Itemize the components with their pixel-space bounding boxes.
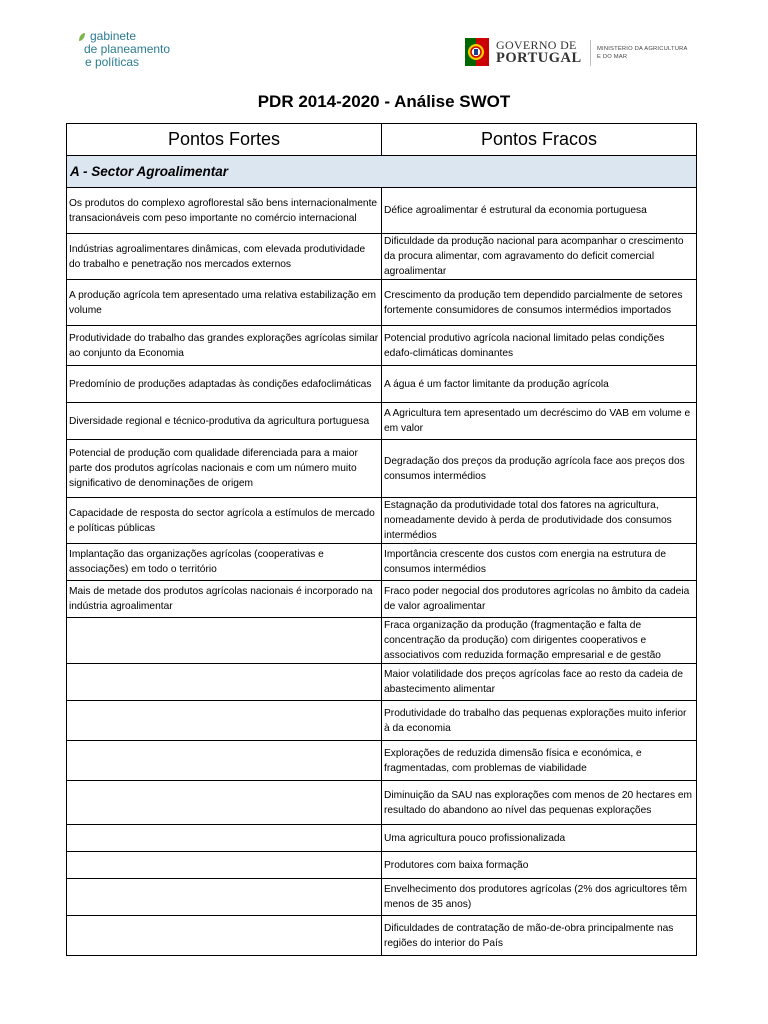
gpp-logo-line3: e políticas — [85, 55, 140, 69]
table-row — [67, 664, 697, 701]
weakness-cell: Dificuldades de contratação de mão-de-obra principalmente nas regiões do interior do País — [382, 916, 697, 956]
section-row — [67, 156, 697, 188]
table-row — [67, 852, 697, 879]
table-row — [67, 544, 697, 581]
weakness-cell: A Agricultura tem apresentado um decréscimo do VAB em volume e em valor — [382, 403, 697, 440]
gpp-logo-line2: de planeamento — [84, 42, 171, 56]
table-row — [67, 326, 697, 366]
strength-cell: Predomínio de produções adaptadas às condições edafoclimáticas — [67, 366, 382, 403]
weakness-cell: Estagnação da produtividade total dos fatores na agricultura, nomeadamente devido à perda de produtividade dos consumos intermédios — [382, 498, 697, 544]
section-title: A - Sector Agroalimentar — [67, 156, 697, 188]
table-row — [67, 618, 697, 664]
strength-cell: Capacidade de resposta do sector agrícola a estímulos de mercado e políticas públicas — [67, 498, 382, 544]
gpp-logo-line1: gabinete — [90, 29, 137, 43]
strength-cell: Potencial de produção com qualidade diferenciada para a maior parte dos produtos agrícolas nacionais e com um número muito significativo de denominações de origem — [67, 440, 382, 498]
gpp-logo — [78, 30, 188, 70]
weakness-cell: Explorações de reduzida dimensão física e económica, e fragmentadas, com problemas de viabilidade — [382, 741, 697, 781]
weakness-cell: Défice agroalimentar é estrutural da economia portuguesa — [382, 188, 697, 234]
weakness-cell: Produtores com baixa formação — [382, 852, 697, 879]
logo-divider — [590, 40, 591, 66]
table-row — [67, 701, 697, 741]
strength-cell — [67, 879, 382, 916]
column-header-weaknesses: Pontos Fracos — [382, 124, 697, 156]
document-title: PDR 2014-2020 - Análise SWOT — [257, 92, 511, 111]
strength-cell: Implantação das organizações agrícolas (cooperativas e associações) em todo o território — [67, 544, 382, 581]
strength-cell — [67, 618, 382, 664]
weakness-cell: Produtividade do trabalho das pequenas explorações muito inferior à da economia — [382, 701, 697, 741]
portugal-flag-emblem-icon — [463, 36, 491, 68]
gov-logo-line1: GOVERNO DE — [496, 38, 577, 52]
column-header-strengths: Pontos Fortes — [67, 124, 382, 156]
table-row — [67, 581, 697, 618]
strength-cell — [67, 781, 382, 825]
gov-logo-line2: PORTUGAL — [496, 50, 582, 66]
strength-cell — [67, 664, 382, 701]
ministry-line2: E DO MAR — [597, 54, 628, 60]
strength-cell — [67, 852, 382, 879]
weakness-cell: Fraca organização da produção (fragmentação e falta de concentração da produção) com dirigentes cooperativos e associativos com reduzida formação empresarial e de gestão — [382, 618, 697, 664]
weakness-cell: Maior volatilidade dos preços agrícolas face ao resto da cadeia de abastecimento alimentar — [382, 664, 697, 701]
table-row — [67, 188, 697, 234]
strength-cell — [67, 916, 382, 956]
strength-cell: Indústrias agroalimentares dinâmicas, com elevada produtividade do trabalho e penetração nos mercados externos — [67, 234, 382, 280]
strength-cell: Diversidade regional e técnico-produtiva da agricultura portuguesa — [67, 403, 382, 440]
weakness-cell: Dificuldade da produção nacional para acompanhar o crescimento da procura alimentar, com agravamento do deficit comercial agroalimentar — [382, 234, 697, 280]
weakness-cell: Diminuição da SAU nas explorações com menos de 20 hectares em resultado do abandono ao nível das pequenas explorações — [382, 781, 697, 825]
strength-cell — [67, 741, 382, 781]
strength-cell: Os produtos do complexo agroflorestal são bens internacionalmente transacionáveis com peso importante no comércio internacional — [67, 188, 382, 234]
weakness-cell: Importância crescente dos custos com energia na estrutura de consumos intermédios — [382, 544, 697, 581]
table-row — [67, 879, 697, 916]
swot-table — [66, 123, 697, 956]
table-row — [67, 440, 697, 498]
table-row — [67, 403, 697, 440]
strength-cell — [67, 825, 382, 852]
table-row — [67, 825, 697, 852]
strength-cell: Produtividade do trabalho das grandes explorações agrícolas similar ao conjunto da Economia — [67, 326, 382, 366]
weakness-cell: Fraco poder negocial dos produtores agrícolas no âmbito da cadeia de valor agroalimentar — [382, 581, 697, 618]
table-row — [67, 781, 697, 825]
ministry-line1: MINISTÉRIO DA AGRICULTURA — [597, 46, 688, 52]
table-row — [67, 741, 697, 781]
weakness-cell: Degradação dos preços da produção agrícola face aos preços dos consumos intermédios — [382, 440, 697, 498]
strength-cell — [67, 701, 382, 741]
strength-cell: A produção agrícola tem apresentado uma relativa estabilização em volume — [67, 280, 382, 326]
table-row — [67, 234, 697, 280]
weakness-cell: Potencial produtivo agrícola nacional limitado pelas condições edafo-climáticas dominantes — [382, 326, 697, 366]
weakness-cell: Crescimento da produção tem dependido parcialmente de setores fortemente consumidores de consumos intermédios importados — [382, 280, 697, 326]
weakness-cell: Envelhecimento dos produtores agrícolas (2% dos agricultores têm menos de 35 anos) — [382, 879, 697, 916]
table-row — [67, 916, 697, 956]
table-row — [67, 366, 697, 403]
governo-portugal-logo — [463, 36, 703, 70]
weakness-cell: A água é um factor limitante da produção agrícola — [382, 366, 697, 403]
weakness-cell: Uma agricultura pouco profissionalizada — [382, 825, 697, 852]
table-row — [67, 280, 697, 326]
table-row — [67, 498, 697, 544]
strength-cell: Mais de metade dos produtos agrícolas nacionais é incorporado na indústria agroalimentar — [67, 581, 382, 618]
table-header-row — [67, 124, 697, 156]
